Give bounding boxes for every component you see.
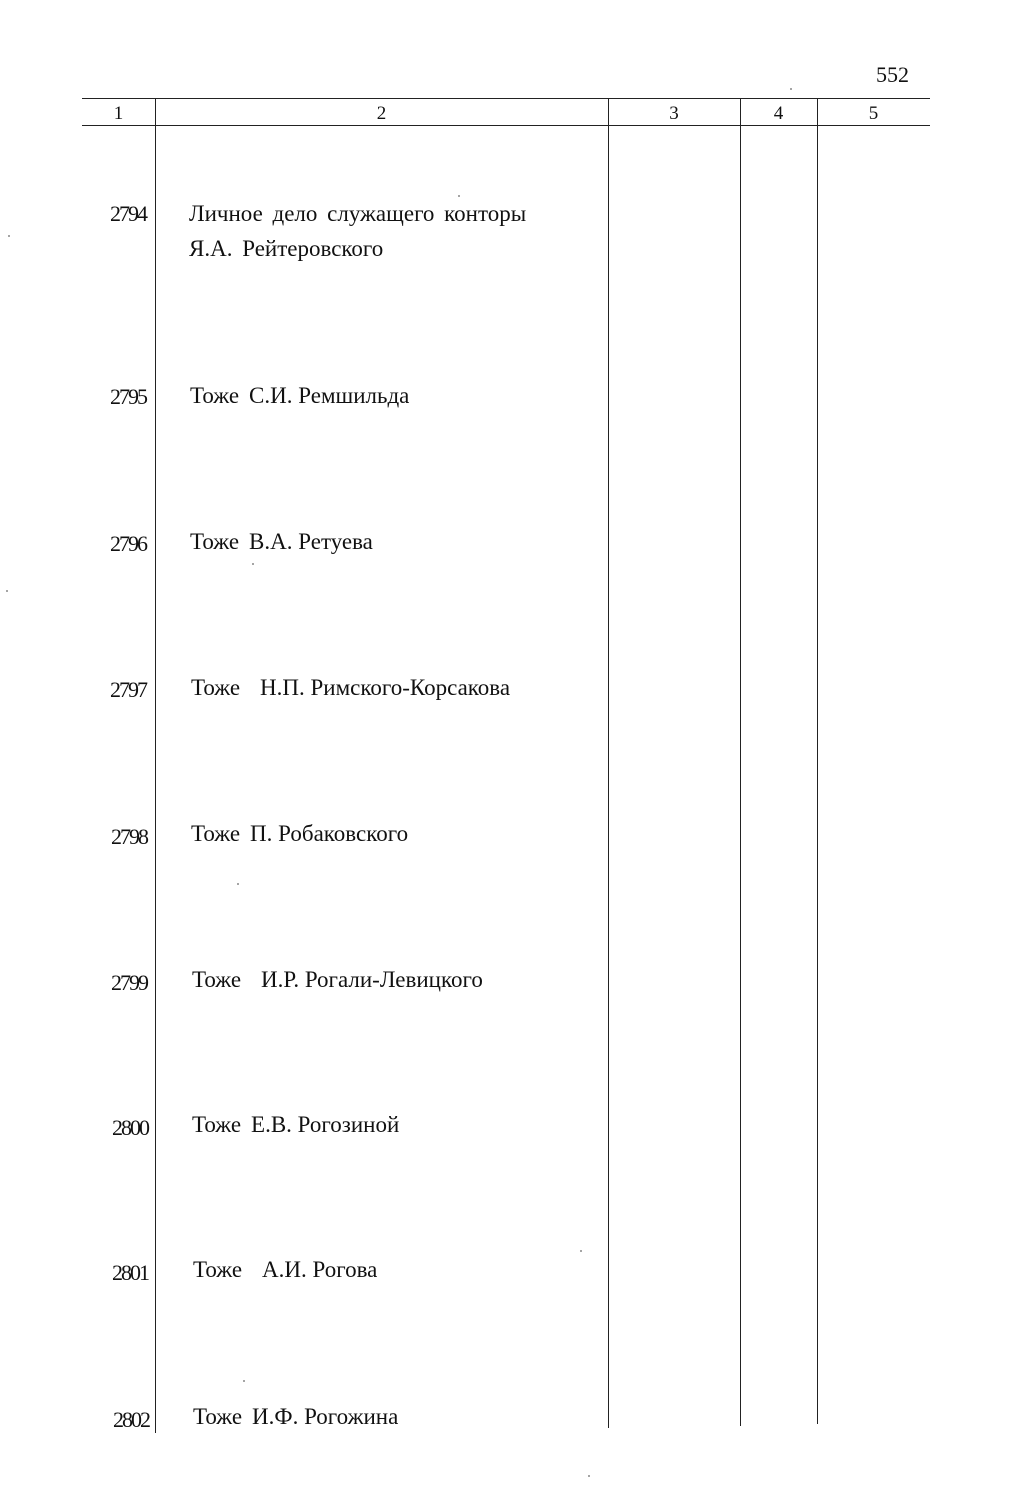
scan-speck	[8, 235, 10, 237]
column-header-4: 4	[773, 103, 784, 124]
row-number: 2802	[113, 1407, 149, 1432]
row-number: 2797	[110, 677, 146, 702]
person-name: П. Робаковского	[250, 821, 409, 846]
row-description	[192, 1107, 399, 1142]
description-prefix: Тоже	[191, 821, 241, 846]
description-prefix: Тоже	[193, 1257, 243, 1282]
person-name: И.Р. Рогали-Левицкого	[261, 967, 483, 992]
person-name: Е.В. Рогозиной	[251, 1112, 400, 1137]
column-divider-4	[817, 98, 818, 1424]
description-prefix: Тоже	[192, 1112, 242, 1137]
column-divider-3	[740, 98, 741, 1426]
person-name: И.Ф. Рогожина	[252, 1404, 399, 1429]
scan-speck	[6, 590, 8, 592]
description-prefix: Тоже	[193, 1404, 243, 1429]
description-line-2: Я.А. Рейтеровского	[189, 236, 384, 261]
row-description	[192, 962, 483, 997]
row-description	[190, 378, 409, 413]
person-name: В.А. Ретуева	[249, 529, 373, 554]
row-number: 2799	[111, 970, 147, 995]
row-number: 2794	[110, 201, 146, 226]
column-header-3: 3	[669, 103, 679, 124]
column-divider-1	[155, 98, 156, 1433]
row-number: 2800	[112, 1115, 148, 1140]
scan-speck	[588, 1475, 590, 1477]
column-header-2: 2	[376, 103, 387, 124]
description-prefix: Тоже	[191, 675, 241, 700]
row-number: 2801	[112, 1260, 148, 1285]
scan-speck	[237, 883, 239, 885]
row-description	[193, 1399, 398, 1434]
header-bottom-rule	[82, 125, 930, 126]
person-name: А.И. Рогова	[262, 1257, 378, 1282]
scan-speck	[790, 88, 792, 90]
description-prefix: Тоже	[190, 529, 240, 554]
person-name: С.И. Ремшильда	[249, 383, 410, 408]
scan-speck	[243, 1380, 245, 1382]
person-name: Н.П. Римского-Корсакова	[260, 675, 511, 700]
description-prefix: Тоже	[192, 967, 242, 992]
scan-speck	[252, 563, 254, 565]
description-prefix: Тоже	[190, 383, 240, 408]
scan-speck	[580, 1250, 582, 1252]
column-header-1: 1	[113, 103, 124, 124]
row-description	[190, 524, 373, 559]
row-description	[193, 1252, 377, 1287]
row-description	[189, 196, 526, 266]
page-number: 552	[876, 62, 909, 87]
column-header-5: 5	[868, 103, 879, 124]
row-description	[191, 816, 408, 851]
row-number: 2798	[111, 824, 147, 849]
row-description	[191, 670, 510, 705]
column-divider-2	[608, 98, 609, 1428]
scan-speck	[458, 195, 460, 197]
header-top-rule	[82, 98, 930, 99]
description-line-1: Личное дело служащего конторы	[189, 201, 527, 226]
row-number: 2796	[110, 531, 146, 556]
row-number: 2795	[110, 384, 146, 409]
